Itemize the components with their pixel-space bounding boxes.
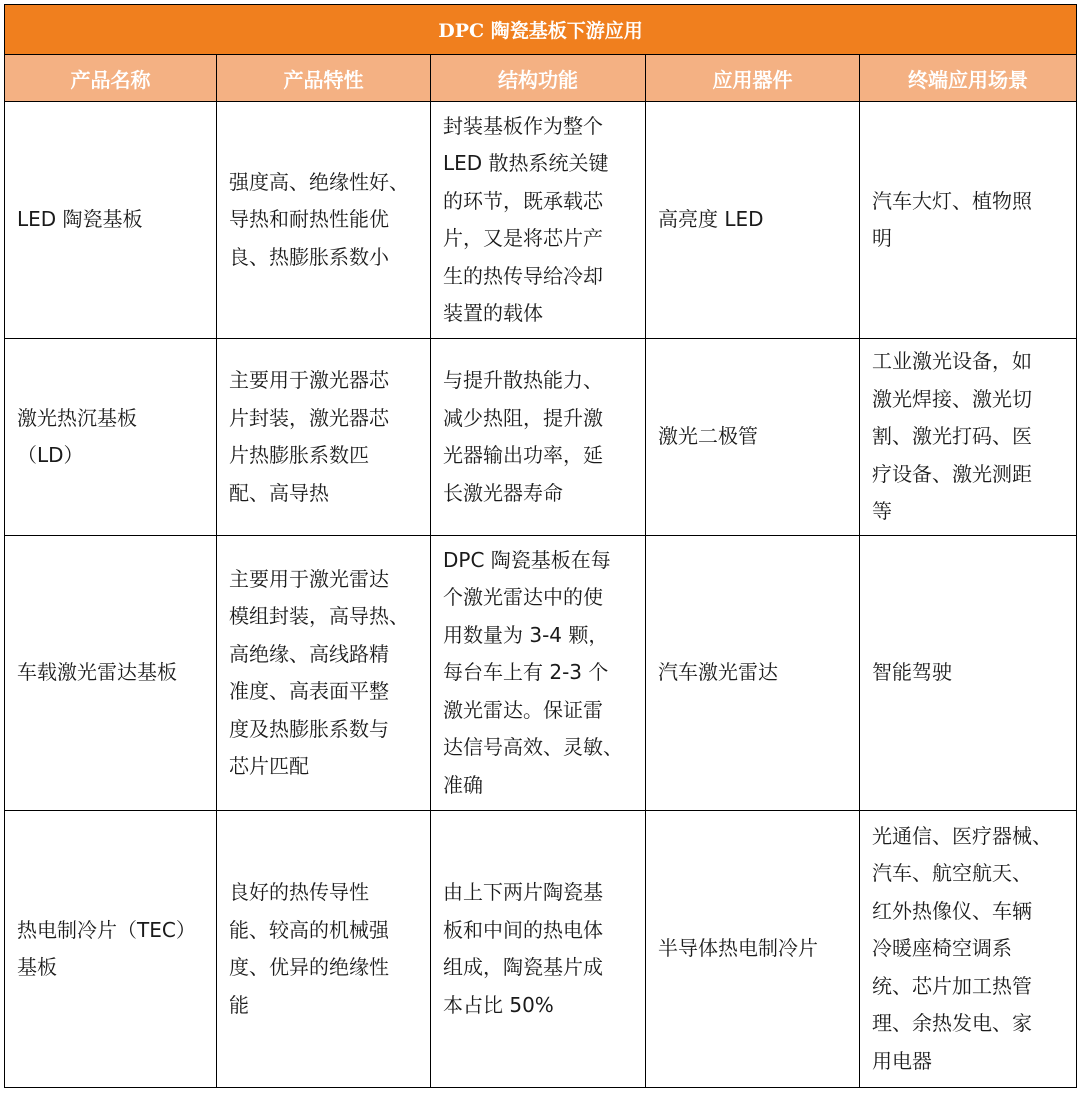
cell-application-device: 半导体热电制冷片 [646,811,860,1088]
cell-product-features: 主要用于激光器芯 片封装，激光器芯 片热膨胀系数匹 配、高导热 [217,339,431,536]
column-header-end-use-scenario: 终端应用场景 [860,55,1077,102]
table-header-row [5,55,1077,102]
dpc-application-table [4,4,1077,1088]
cell-product-features: 强度高、绝缘性好、 导热和耐热性能优 良、热膨胀系数小 [217,102,431,339]
cell-product-features: 主要用于激光雷达 模组封装，高导热、 高绝缘、高线路精 准度、高表面平整 度及热膨胀系数与 芯片匹配 [217,536,431,811]
column-header-application-device: 应用器件 [646,55,860,102]
table-row [5,811,1077,1088]
table-row [5,339,1077,536]
cell-structure-function: 封装基板作为整个 LED 散热系统关键 的环节，既承载芯 片，又是将芯片产 生的热传导给冷却 装置的载体 [431,102,646,339]
cell-end-use-scenario: 光通信、医疗器械、 汽车、航空航天、 红外热像仪、车辆 冷暖座椅空调系 统、芯片加工热管 理、余热发电、家 用电器 [860,811,1077,1088]
cell-structure-function: DPC 陶瓷基板在每 个激光雷达中的使 用数量为 3-4 颗， 每台车上有 2-3 个 激光雷达。保证雷 达信号高效、灵敏、 准确 [431,536,646,811]
cell-product-features: 良好的热传导性 能、较高的机械强 度、优异的绝缘性 能 [217,811,431,1088]
cell-product-name: LED 陶瓷基板 [5,102,217,339]
cell-application-device: 激光二极管 [646,339,860,536]
cell-end-use-scenario: 工业激光设备，如 激光焊接、激光切 割、激光打码、医 疗设备、激光测距 等 [860,339,1077,536]
cell-product-name: 激光热沉基板 （LD） [5,339,217,536]
column-header-structure-function: 结构功能 [431,55,646,102]
cell-application-device: 高亮度 LED [646,102,860,339]
column-header-product-name: 产品名称 [5,55,217,102]
table-title-row [5,5,1077,55]
cell-product-name: 热电制冷片（TEC） 基板 [5,811,217,1088]
cell-product-name: 车载激光雷达基板 [5,536,217,811]
cell-end-use-scenario: 汽车大灯、植物照 明 [860,102,1077,339]
cell-structure-function: 由上下两片陶瓷基 板和中间的热电体 组成，陶瓷基片成 本占比 50% [431,811,646,1088]
cell-structure-function: 与提升散热能力、 减少热阻，提升激 光器输出功率，延 长激光器寿命 [431,339,646,536]
table-row [5,536,1077,811]
cell-end-use-scenario: 智能驾驶 [860,536,1077,811]
column-header-product-features: 产品特性 [217,55,431,102]
cell-application-device: 汽车激光雷达 [646,536,860,811]
table-row [5,102,1077,339]
table-title: DPC 陶瓷基板下游应用 [5,5,1077,55]
